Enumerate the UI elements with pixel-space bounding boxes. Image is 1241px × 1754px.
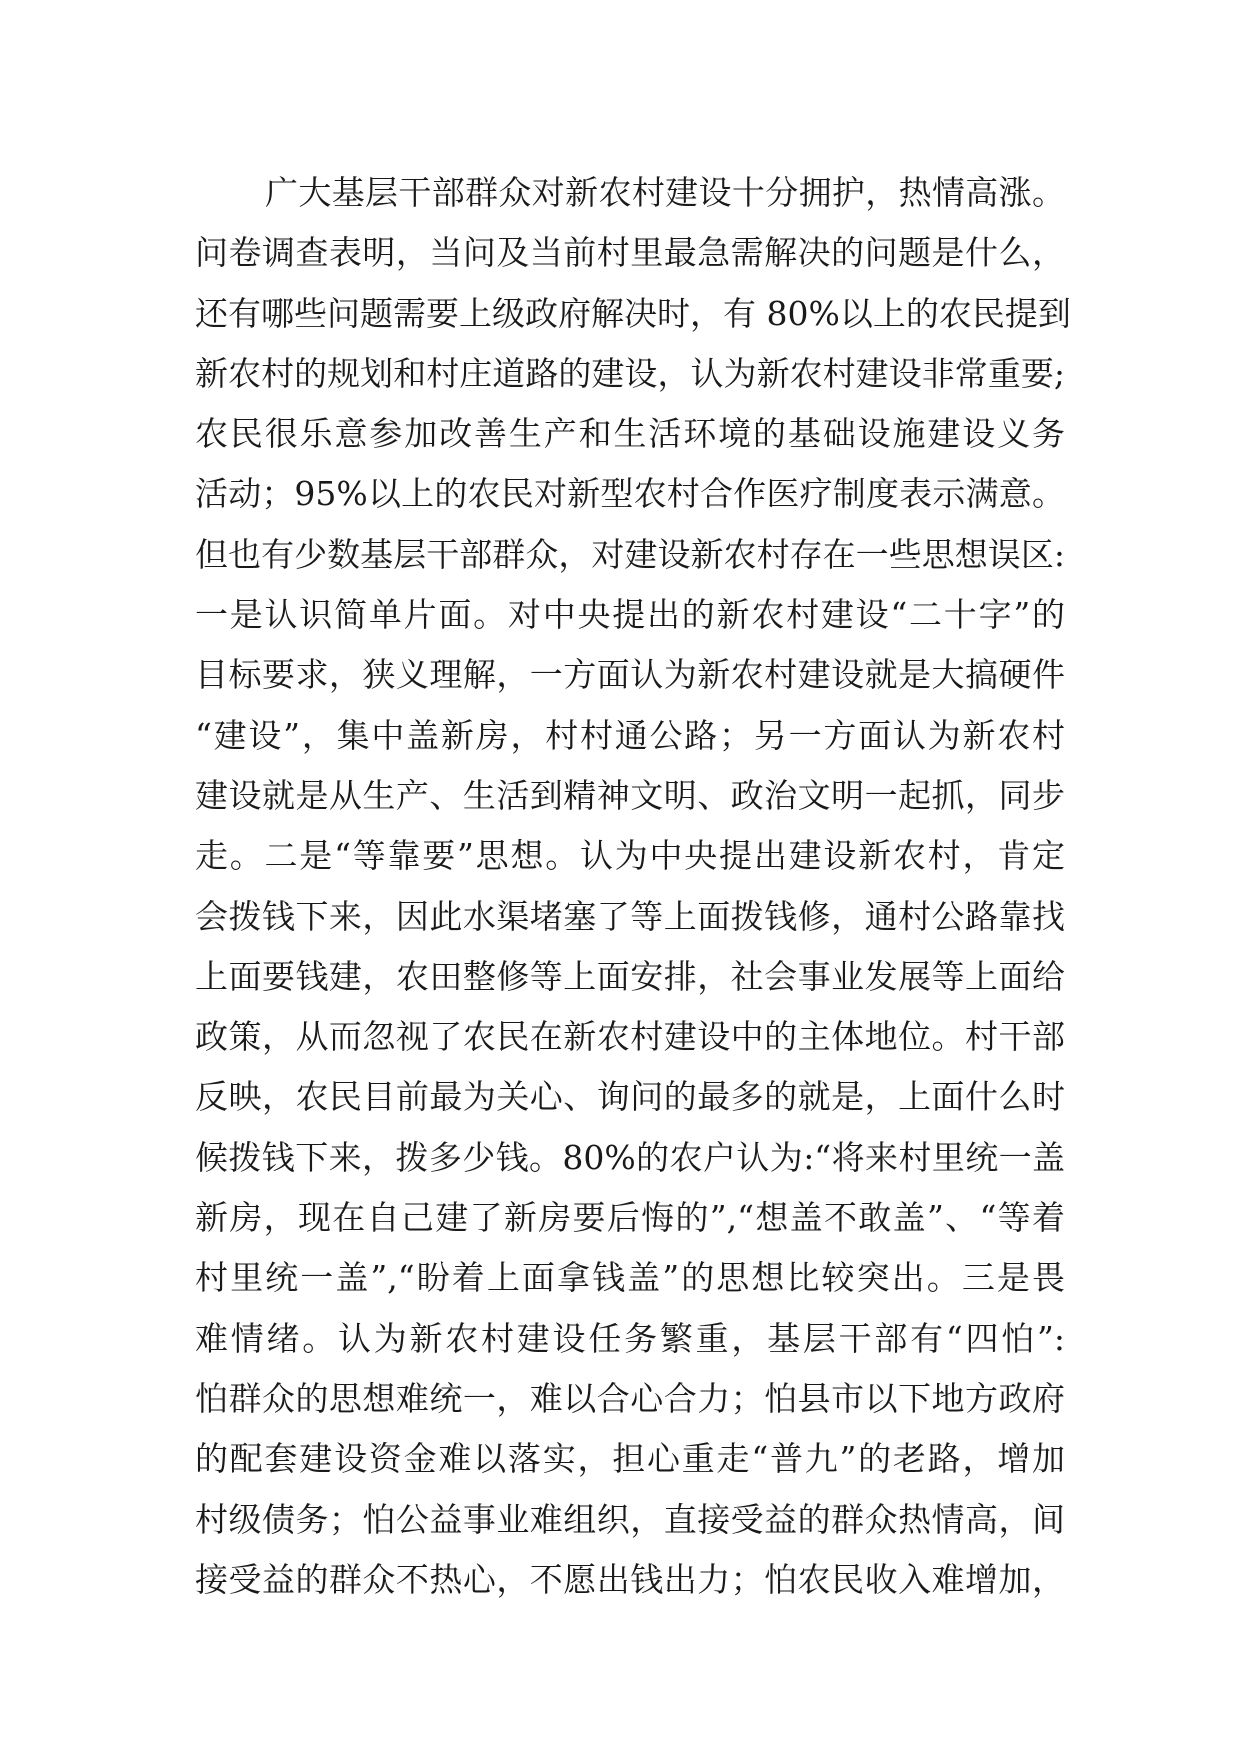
text-line: 候拨钱下来，拨多少钱。80%的农户认为:“将来村里统一盖 — [195, 1137, 1065, 1177]
text-line: 还有哪些问题需要上级政府解决时，有 80%以上的农民提到 — [195, 293, 1071, 333]
text-line: “建设”，集中盖新房，村村通公路；另一方面认为新农村 — [195, 715, 1065, 755]
text-line: 问卷调查表明，当问及当前村里最急需解决的问题是什么， — [195, 233, 1065, 273]
text-line: 广大基层干部群众对新农村建设十分拥护，热情高涨。 — [265, 173, 1065, 212]
text-line: 的配套建设资金难以落实，担心重走“普九”的老路，增加 — [195, 1439, 1065, 1479]
text-line: 接受益的群众不热心，不愿出钱出力；怕农民收入难增加， — [195, 1559, 1065, 1599]
text-line: 怕群众的思想难统一，难以合心合力；怕县市以下地方政府 — [195, 1378, 1065, 1418]
text-line: 新农村的规划和村庄道路的建设，认为新农村建设非常重要; — [195, 353, 1065, 393]
text-line: 村级债务；怕公益事业难组织，直接受益的群众热情高，间 — [195, 1499, 1065, 1539]
text-line: 难情绪。认为新农村建设任务繁重，基层干部有“四怕”: — [195, 1318, 1065, 1358]
text-line: 但也有少数基层干部群众，对建设新农村存在一些思想误区: — [195, 534, 1065, 574]
text-line: 上面要钱建，农田整修等上面安排，社会事业发展等上面给 — [195, 956, 1065, 996]
text-line: 一是认识简单片面。对中央提出的新农村建设“二十字”的 — [195, 595, 1065, 635]
text-line: 农民很乐意参加改善生产和生活环境的基础设施建设义务 — [195, 414, 1065, 454]
text-line: 建设就是从生产、生活到精神文明、政治文明一起抓，同步 — [195, 775, 1065, 815]
text-line: 目标要求，狭义理解，一方面认为新农村建设就是大搞硬件 — [195, 655, 1065, 695]
text-line: 会拨钱下来，因此水渠堵塞了等上面拨钱修，通村公路靠找 — [195, 896, 1065, 936]
body-paragraph — [195, 163, 1071, 1610]
text-line: 活动；95%以上的农民对新型农村合作医疗制度表示满意。 — [195, 474, 1065, 514]
text-line: 村里统一盖”,“盼着上面拿钱盖”的思想比较突出。三是畏 — [195, 1258, 1065, 1298]
text-line: 走。二是“等靠要”思想。认为中央提出建设新农村，肯定 — [195, 836, 1065, 876]
text-line: 新房，现在自己建了新房要后悔的”,“想盖不敢盖”、“等着 — [195, 1198, 1065, 1238]
text-line: 反映，农民目前最为关心、询问的最多的就是，上面什么时 — [195, 1077, 1065, 1117]
text-line: 政策，从而忽视了农民在新农村建设中的主体地位。村干部 — [195, 1017, 1065, 1057]
